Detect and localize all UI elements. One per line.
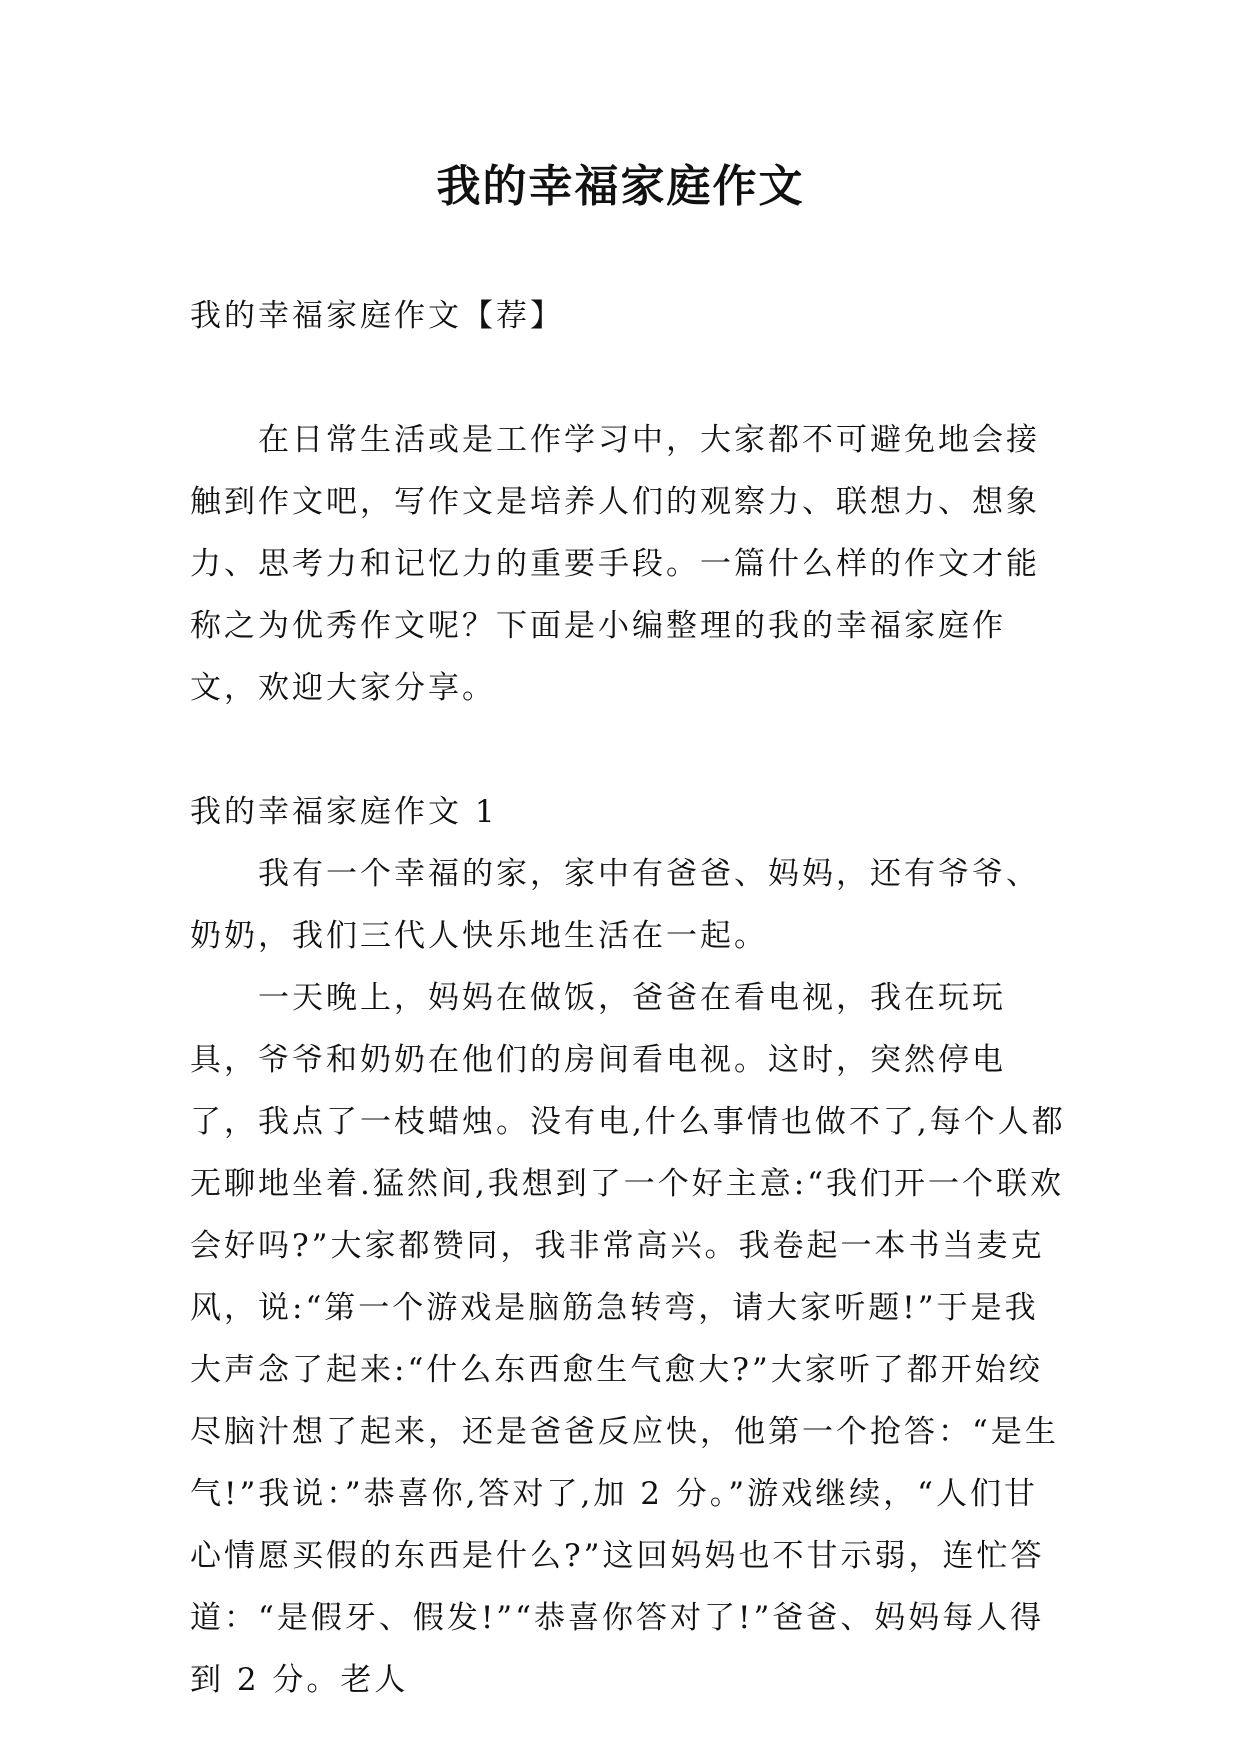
document-body bbox=[190, 285, 1070, 1711]
body-paragraph: 一天晚上，妈妈在做饭，爸爸在看电视，我在玩玩具，爷爷和奶奶在他们的房间看电视。这时，突然停电了，我点了一枝蜡烛。没有电,什么事情也做不了,每个人都无聊地坐着.猛然间,我想到了一个好主意:“我们开一个联欢会好吗?”大家都赞同，我非常高兴。我卷起一本书当麦克风，说:“第一个游戏是脑筋急转弯，请大家听题!”于是我大声念了起来:“什么东西愈生气愈大?”大家听了都开始绞尽脑汁想了起来，还是爸爸反应快，他第一个抢答：“是生气!”我说：”恭喜你,答对了,加 2 分。”游戏继续，“人们甘心情愿买假的东西是什么?”这回妈妈也不甘示弱，连忙答道：“是假牙、假发!”“恭喜你答对了!”爸爸、妈妈每人得到 2 分。老人 bbox=[190, 980, 1066, 1698]
page-title: 我的幸福家庭作文 bbox=[436, 161, 805, 212]
intro-paragraph: 在日常生活或是工作学习中，大家都不可避免地会接触到作文吧，写作文是培养人们的观察力、联想力、想象力、思考力和记忆力的重要手段。一篇什么样的作文才能称之为优秀作文呢？下面是小编整理的我的幸福家庭作文，欢迎大家分享。 bbox=[190, 422, 1040, 706]
section-heading: 我的幸福家庭作文 1 bbox=[190, 794, 498, 830]
body-paragraph: 我有一个幸福的家，家中有爸爸、妈妈，还有爷爷、奶奶，我们三代人快乐地生活在一起。 bbox=[190, 856, 1040, 954]
document-subtitle: 我的幸福家庭作文【荐】 bbox=[190, 298, 564, 334]
